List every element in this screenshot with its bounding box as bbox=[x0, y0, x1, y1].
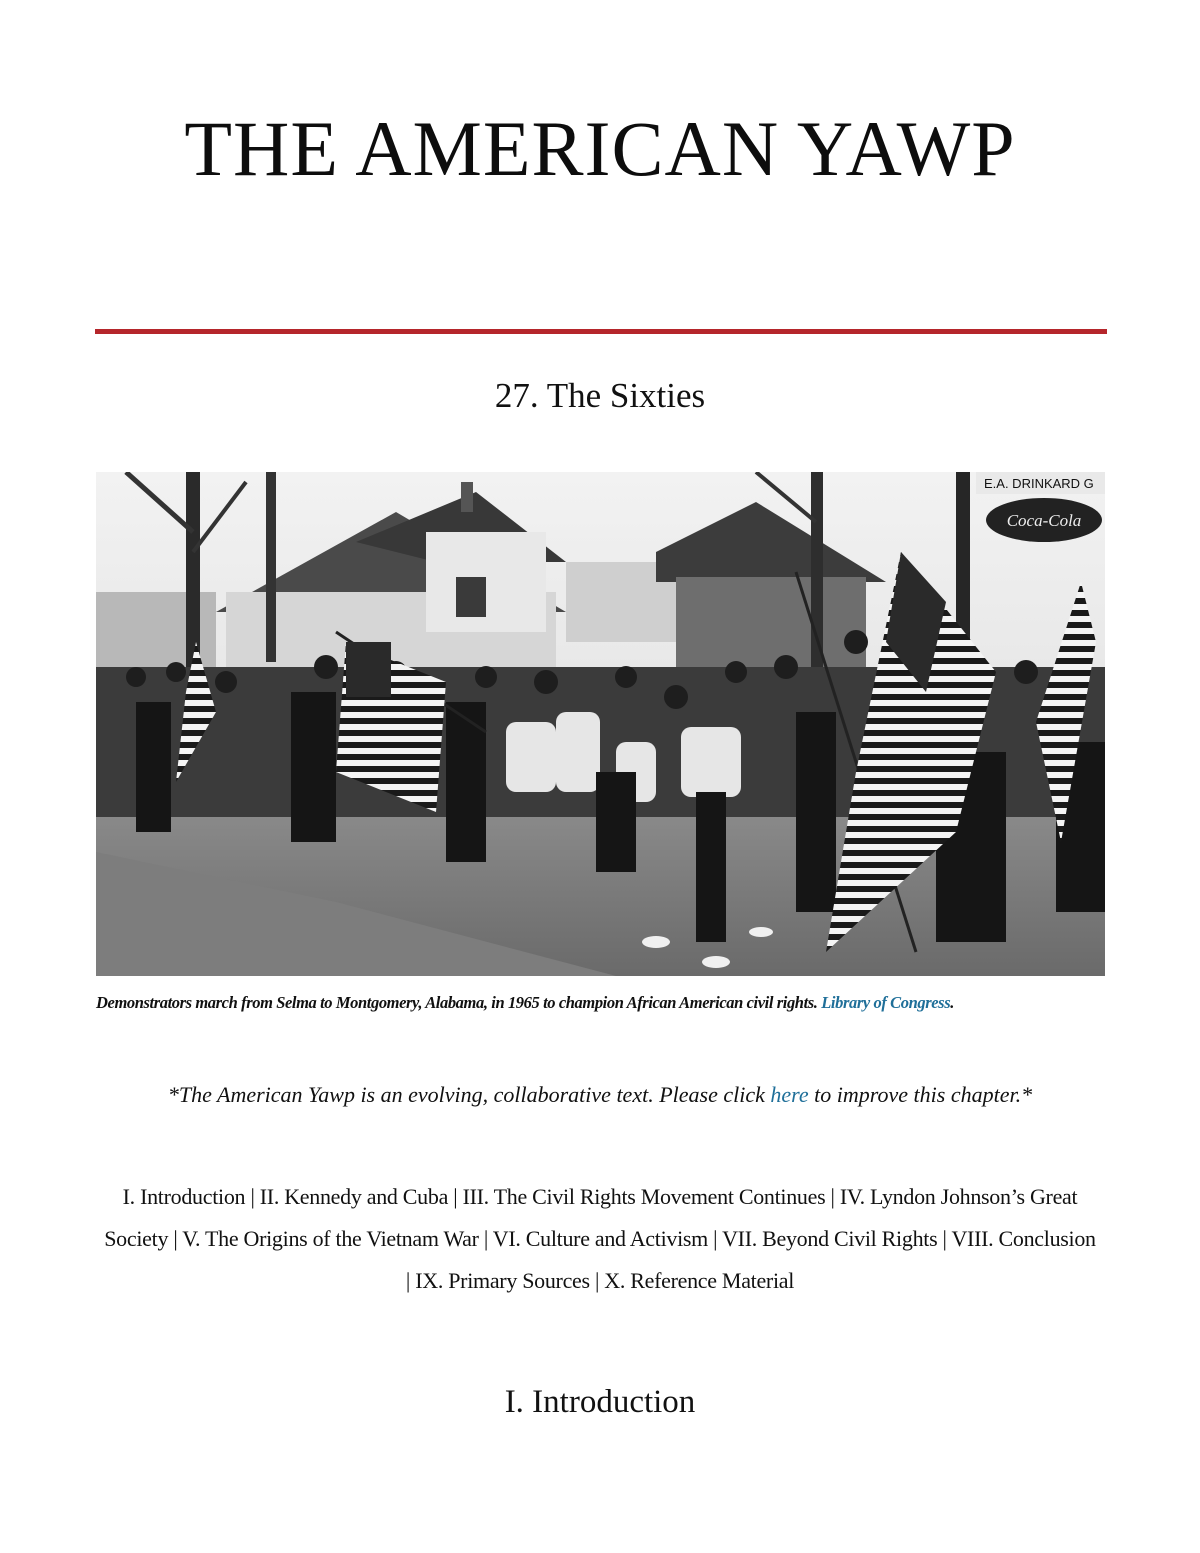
store-sign-text: E.A. DRINKARD G bbox=[984, 476, 1094, 491]
chapter-table-of-contents bbox=[100, 1176, 1100, 1302]
improve-here-link[interactable]: here bbox=[770, 1082, 809, 1107]
toc-separator: | bbox=[405, 1268, 416, 1293]
title-divider bbox=[95, 329, 1107, 334]
toc-link-great-society[interactable]: IV. Lyndon Johnson’s Great Society bbox=[104, 1184, 1078, 1251]
toc-separator: | bbox=[478, 1226, 493, 1251]
caption-end: . bbox=[950, 993, 954, 1012]
section-heading-introduction: I. Introduction bbox=[504, 1384, 696, 1420]
toc-link-reference-material[interactable]: X. Reference Material bbox=[604, 1268, 795, 1293]
toc-separator: | bbox=[448, 1184, 463, 1209]
book-title: THE AMERICAN YAWP bbox=[184, 105, 1016, 192]
toc-link-primary-sources[interactable]: IX. Primary Sources bbox=[415, 1268, 590, 1293]
toc-separator: | bbox=[937, 1226, 952, 1251]
library-of-congress-link[interactable]: Library of Congress bbox=[821, 993, 951, 1012]
chapter-title: 27. The Sixties bbox=[494, 376, 706, 415]
toc-link-culture-and-activism[interactable]: VI. Culture and Activism bbox=[492, 1226, 708, 1251]
caption-text: Demonstrators march from Selma to Montgomery, Alabama, in 1965 to champion African American civil rights. bbox=[96, 993, 822, 1012]
notice-text-after: to improve this chapter.* bbox=[808, 1082, 1033, 1107]
selma-march-photo bbox=[96, 472, 1105, 976]
toc-separator: | bbox=[168, 1226, 183, 1251]
coca-cola-sign: Coca-Cola bbox=[1006, 511, 1082, 530]
photo-caption bbox=[96, 994, 1105, 1012]
toc-link-kennedy-and-cuba[interactable]: II. Kennedy and Cuba bbox=[259, 1184, 449, 1209]
toc-separator: | bbox=[707, 1226, 723, 1251]
toc-link-conclusion[interactable]: VIII. Conclusion bbox=[951, 1226, 1096, 1251]
toc-separator: | bbox=[245, 1184, 260, 1209]
notice-text-before: *The American Yawp is an evolving, collaborative text. Please click bbox=[167, 1082, 771, 1107]
toc-link-civil-rights-movement[interactable]: III. The Civil Rights Movement Continues bbox=[462, 1184, 826, 1209]
toc-link-introduction[interactable]: I. Introduction bbox=[122, 1184, 246, 1209]
improve-chapter-notice bbox=[0, 1080, 1200, 1110]
toc-link-vietnam-war-origins[interactable]: V. The Origins of the Vietnam War bbox=[182, 1226, 479, 1251]
toc-separator: | bbox=[589, 1268, 605, 1293]
toc-link-beyond-civil-rights[interactable]: VII. Beyond Civil Rights bbox=[722, 1226, 938, 1251]
toc-separator: | bbox=[825, 1184, 840, 1209]
